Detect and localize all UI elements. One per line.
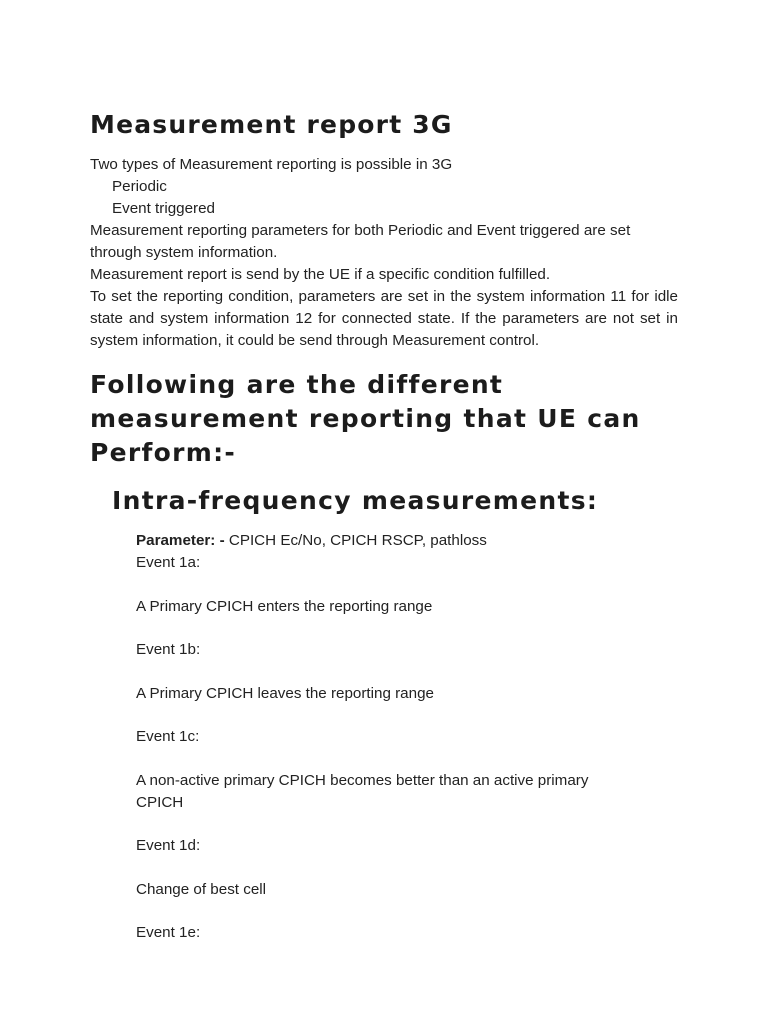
event-name: Event 1d: bbox=[136, 837, 201, 854]
event-name: Event 1e: bbox=[136, 924, 201, 941]
document-page bbox=[90, 108, 678, 944]
intro-paragraph-3: To set the reporting condition, parameters are set in the system information 11 for idle state and system information 12 for connected state. If the parameters are not set in system information, it could be send through Measurement control. bbox=[90, 288, 678, 349]
event-description: A Primary CPICH enters the reporting range bbox=[136, 597, 433, 615]
event-description: Change of best cell bbox=[136, 880, 267, 898]
event-description: A Primary CPICH leaves the reporting range bbox=[136, 684, 434, 702]
intra-frequency-content bbox=[90, 530, 636, 944]
subsection-heading: Intra-frequency measurements: bbox=[112, 486, 599, 515]
event-description: A non-active primary CPICH becomes better than an active primary CPICH bbox=[136, 771, 589, 811]
list-item-periodic: Periodic bbox=[112, 178, 167, 195]
section-heading: Following are the different measurement reporting that UE can Perform:- bbox=[90, 370, 641, 467]
page-title: Measurement report 3G bbox=[90, 110, 453, 139]
event-name: Event 1a: bbox=[136, 554, 201, 571]
intro-line: Two types of Measurement reporting is possible in 3G bbox=[90, 156, 453, 173]
list-item-event-triggered: Event triggered bbox=[112, 200, 215, 217]
intro-paragraph-2: Measurement report is send by the UE if a specific condition fulfilled. bbox=[90, 266, 551, 283]
event-name: Event 1c: bbox=[136, 728, 200, 745]
parameter-label: Parameter: - bbox=[136, 532, 225, 549]
parameter-line bbox=[136, 530, 636, 552]
intro-paragraph-1: Measurement reporting parameters for both Periodic and Event triggered are set through system information. bbox=[90, 222, 631, 261]
parameter-value: CPICH Ec/No, CPICH RSCP, pathloss bbox=[224, 532, 487, 549]
event-name: Event 1b: bbox=[136, 641, 201, 658]
